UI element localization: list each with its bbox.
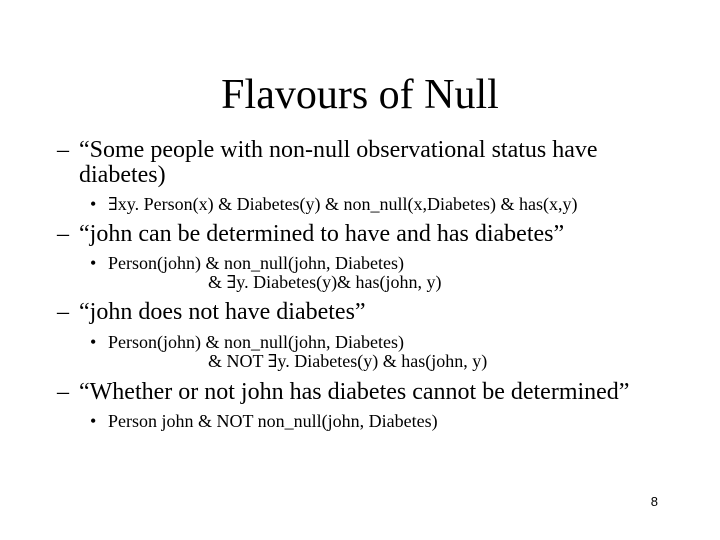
bullet-item-text <box>108 254 442 292</box>
bullet-item-text: Person john & NOT non_null(john, Diabetes) <box>108 411 438 431</box>
dash-item-text: “Whether or not john has diabetes cannot be determined” <box>79 379 630 405</box>
bullet-item-text <box>108 333 487 371</box>
dash-item-text <box>79 138 598 188</box>
dash-marker: – <box>57 379 69 405</box>
dash-marker: – <box>57 221 69 247</box>
dash-item-text: “john does not have diabetes” <box>79 299 366 325</box>
bullet-item-line-2: & NOT ∃y. Diabetes(y) & has(john, y) <box>208 351 488 371</box>
dash-item-line-2: diabetes) <box>79 162 166 188</box>
dash-marker: – <box>57 137 69 163</box>
slide-title: Flavours of Null <box>221 72 499 118</box>
dash-item-text: “john can be determined to have and has diabetes” <box>79 221 565 247</box>
dash-marker: – <box>57 299 69 325</box>
bullet-item-line-2: & ∃y. Diabetes(y)& has(john, y) <box>208 272 442 292</box>
bullet-marker: • <box>90 253 97 273</box>
bullet-item-line-1: Person(john) & non_null(john, Diabetes) <box>108 253 404 273</box>
bullet-marker: • <box>90 411 97 431</box>
bullet-marker: • <box>90 332 97 352</box>
page-number: 8 <box>650 494 658 509</box>
bullet-item-line-1: Person(john) & non_null(john, Diabetes) <box>108 332 404 352</box>
bullet-marker: • <box>90 194 97 214</box>
bullet-item-text: ∃xy. Person(x) & Diabetes(y) & non_null(x,Diabetes) & has(x,y) <box>108 194 578 214</box>
dash-item-line-1: “Some people with non-null observational status have <box>79 137 598 163</box>
